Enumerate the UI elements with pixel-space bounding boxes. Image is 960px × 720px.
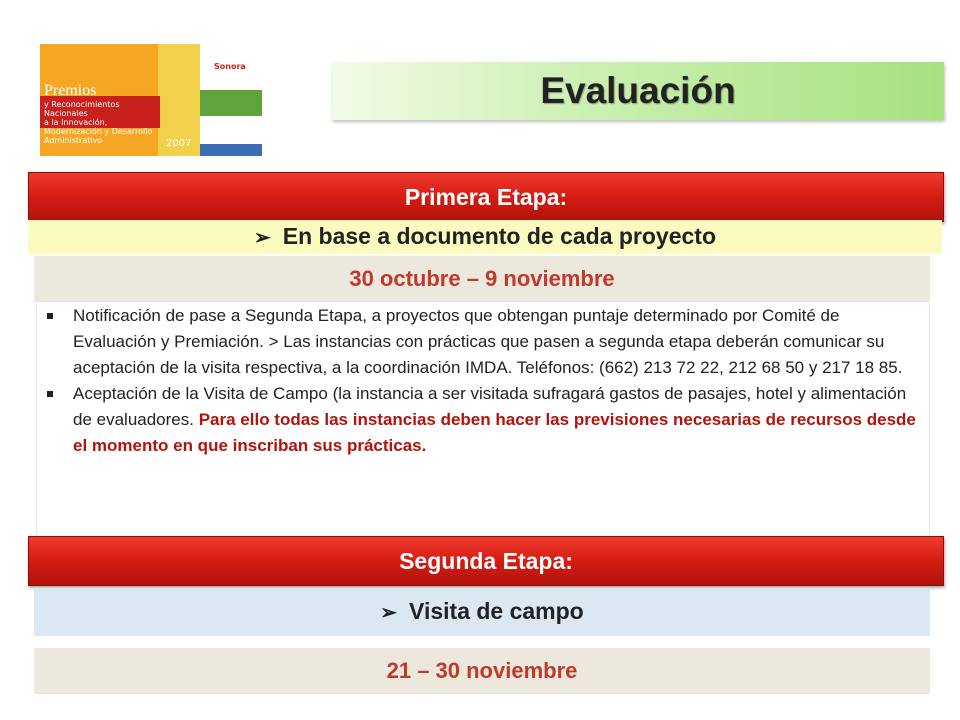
logo-line3: a la Innovación, Modernización y Desarrollo Administrativo	[44, 118, 153, 145]
premios-logo	[40, 44, 262, 156]
logo-band	[200, 90, 262, 116]
logo-band	[200, 144, 262, 156]
square-bullet-icon	[47, 391, 53, 397]
logo-line2: y Reconocimientos Nacionales	[44, 100, 120, 118]
arrow-bullet-icon: ➢	[253, 227, 271, 249]
stage2-banner: Segunda Etapa:	[28, 536, 944, 586]
logo-brand: Sonora	[214, 62, 246, 71]
bullet-list	[36, 303, 930, 535]
stage1-dates: 30 octubre – 9 noviembre	[34, 256, 930, 302]
bullet-emphasis: Para ello todas las instancias deben hacer las previsiones necesarias de recursos desde el momento en que inscriban sus prácticas.	[73, 410, 916, 455]
bullet-text: Notificación de pase a Segunda Etapa, a proyectos que obtengan puntaje determinado por Comité de Evaluación y Premiación. > Las instancias con prácticas que pasen a segunda etapa deberán comunicar su aceptación de la visita respectiva, a la coordinación IMDA. Teléfonos: (662) 213 72 22, 212 68 50 y 217 18 85.	[73, 306, 903, 377]
stage1-banner: Primera Etapa:	[28, 172, 944, 222]
logo-year: 2007	[166, 138, 192, 149]
arrow-bullet-icon: ➢	[380, 602, 398, 624]
stage1-subtitle-strip	[28, 220, 942, 254]
logo-text: Premios	[44, 82, 97, 99]
page-title: Evaluación	[540, 70, 736, 111]
title-box	[332, 62, 944, 120]
logo-subtext	[44, 100, 160, 145]
stage2-subtitle: Visita de campo	[409, 598, 584, 624]
square-bullet-icon	[47, 313, 53, 319]
list-item	[37, 381, 919, 459]
list-item	[37, 303, 919, 381]
stage1-subtitle: En base a documento de cada proyecto	[282, 223, 717, 249]
stage2-subtitle-strip	[34, 588, 930, 636]
stage2-dates: 21 – 30 noviembre	[34, 648, 930, 694]
bullet-text: Aceptación de la Visita de Campo (la instancia a ser visitada sufragará gastos de pasajes, hotel y alimentación de evaluadores.	[73, 384, 907, 429]
